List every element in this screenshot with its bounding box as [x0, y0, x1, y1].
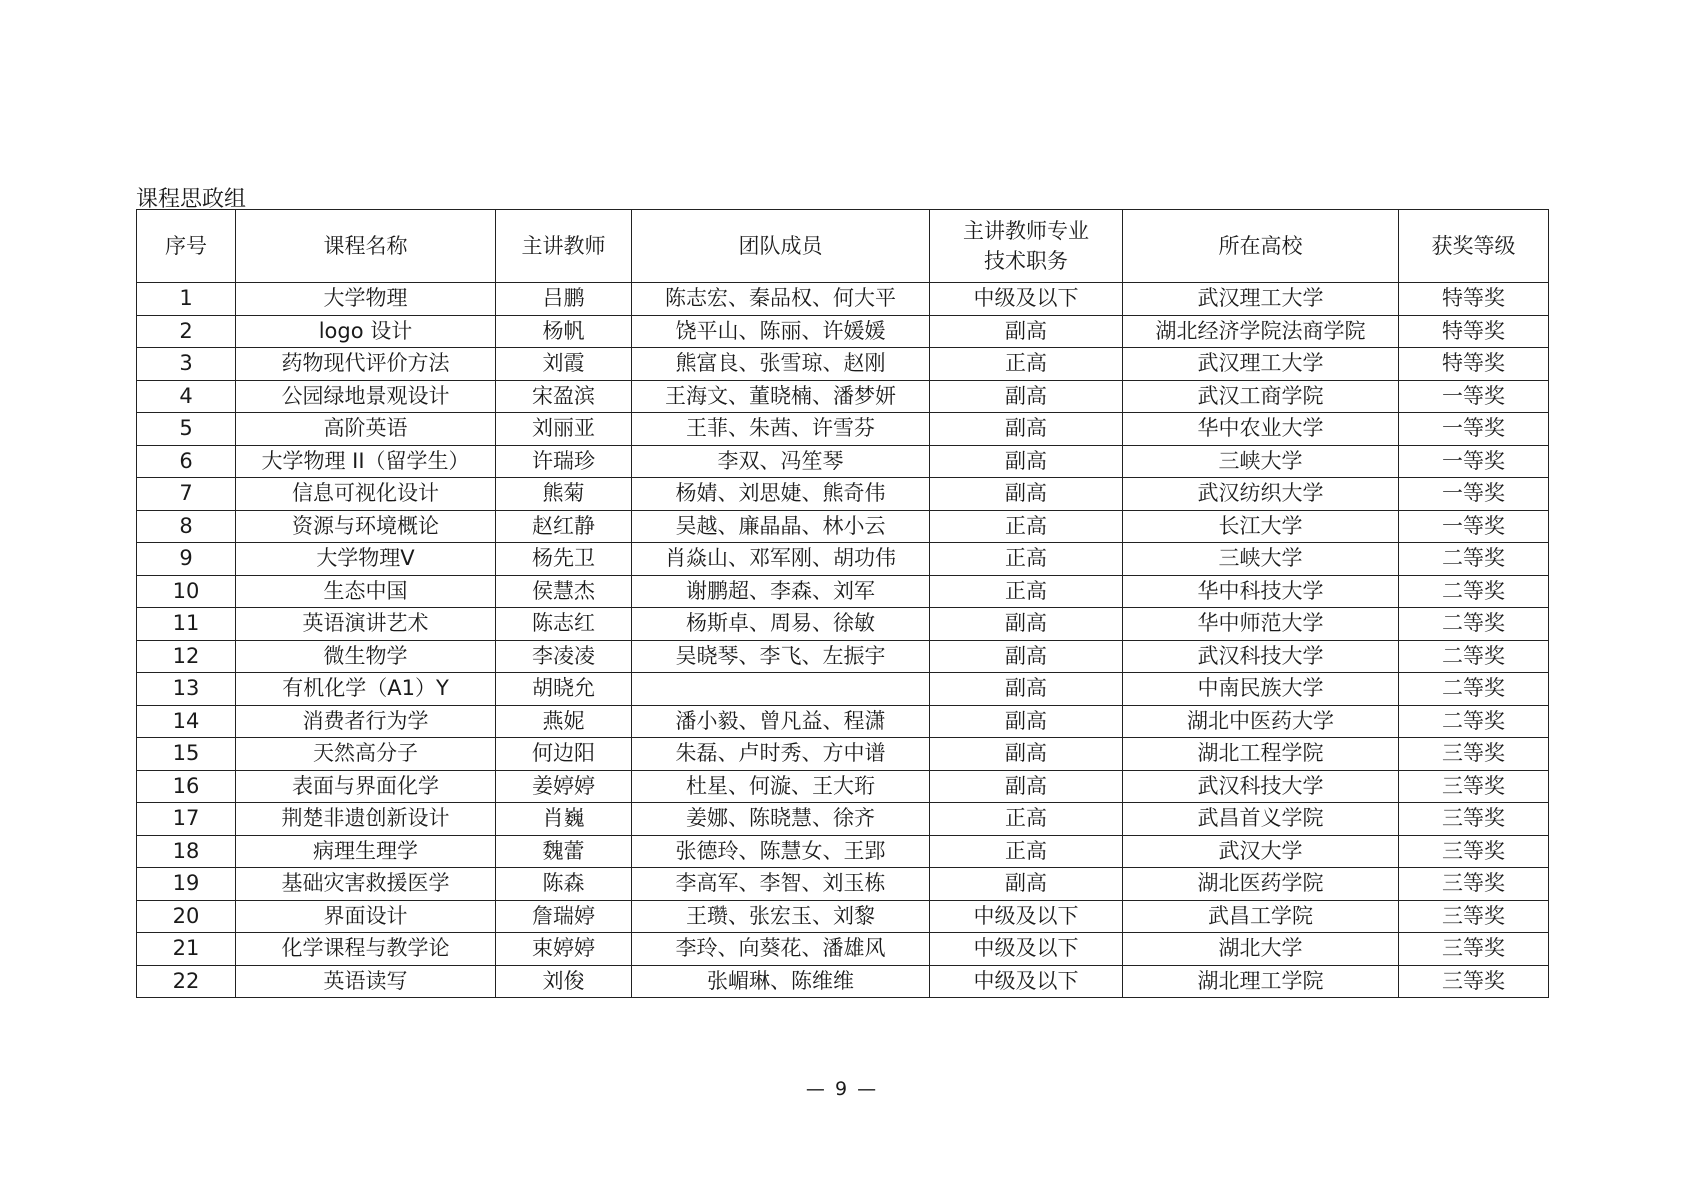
cell-school: 中南民族大学 [1123, 673, 1399, 706]
cell-teacher: 詹瑞婷 [496, 900, 632, 933]
cell-team: 肖焱山、邓军刚、胡功伟 [632, 543, 930, 576]
cell-award: 二等奖 [1399, 640, 1549, 673]
cell-school: 华中科技大学 [1123, 575, 1399, 608]
cell-teacher: 吕鹏 [496, 283, 632, 316]
cell-teacher: 熊菊 [496, 478, 632, 511]
cell-award: 三等奖 [1399, 900, 1549, 933]
cell-no: 10 [137, 575, 236, 608]
cell-teacher: 杨帆 [496, 315, 632, 348]
header-title-line2: 技术职务 [984, 249, 1068, 273]
cell-award: 三等奖 [1399, 965, 1549, 998]
header-no: 序号 [137, 210, 236, 283]
cell-award: 二等奖 [1399, 608, 1549, 641]
table-row [137, 965, 1549, 998]
cell-no: 14 [137, 705, 236, 738]
cell-award: 一等奖 [1399, 413, 1549, 446]
header-course: 课程名称 [236, 210, 496, 283]
cell-team: 杜星、何漩、王大珩 [632, 770, 930, 803]
cell-teacher: 许瑞珍 [496, 445, 632, 478]
cell-course: 天然高分子 [236, 738, 496, 771]
cell-course: 大学物理 II（留学生） [236, 445, 496, 478]
cell-course: 大学物理Ⅴ [236, 543, 496, 576]
cell-no: 11 [137, 608, 236, 641]
cell-award: 三等奖 [1399, 803, 1549, 836]
table-row [137, 413, 1549, 446]
cell-team: 朱磊、卢时秀、方中谱 [632, 738, 930, 771]
cell-course: 生态中国 [236, 575, 496, 608]
cell-team: 张嵋琳、陈维维 [632, 965, 930, 998]
cell-team: 王海文、董晓楠、潘梦妍 [632, 380, 930, 413]
cell-title: 中级及以下 [930, 933, 1123, 966]
header-teacher: 主讲教师 [496, 210, 632, 283]
header-title [930, 210, 1123, 283]
cell-no: 19 [137, 868, 236, 901]
cell-course: 有机化学（A1）Y [236, 673, 496, 706]
cell-award: 特等奖 [1399, 315, 1549, 348]
cell-school: 湖北理工学院 [1123, 965, 1399, 998]
cell-no: 16 [137, 770, 236, 803]
cell-teacher: 胡晓允 [496, 673, 632, 706]
cell-teacher: 宋盈滨 [496, 380, 632, 413]
cell-course: 大学物理 [236, 283, 496, 316]
table-row [137, 770, 1549, 803]
cell-team: 杨斯卓、周易、徐敏 [632, 608, 930, 641]
cell-title: 副高 [930, 770, 1123, 803]
cell-no: 6 [137, 445, 236, 478]
cell-course: logo 设计 [236, 315, 496, 348]
header-title-line1: 主讲教师专业 [963, 219, 1089, 243]
cell-school: 湖北医药学院 [1123, 868, 1399, 901]
cell-title: 正高 [930, 510, 1123, 543]
cell-teacher: 刘霞 [496, 348, 632, 381]
awards-table [136, 209, 1549, 998]
cell-no: 1 [137, 283, 236, 316]
cell-course: 表面与界面化学 [236, 770, 496, 803]
cell-school: 武汉大学 [1123, 835, 1399, 868]
cell-title: 中级及以下 [930, 900, 1123, 933]
cell-title: 副高 [930, 315, 1123, 348]
cell-teacher: 赵红静 [496, 510, 632, 543]
cell-team: 李高军、李智、刘玉栋 [632, 868, 930, 901]
cell-award: 三等奖 [1399, 770, 1549, 803]
header-award: 获奖等级 [1399, 210, 1549, 283]
cell-school: 湖北中医药大学 [1123, 705, 1399, 738]
cell-teacher: 姜婷婷 [496, 770, 632, 803]
cell-course: 药物现代评价方法 [236, 348, 496, 381]
cell-school: 华中师范大学 [1123, 608, 1399, 641]
cell-title: 副高 [930, 738, 1123, 771]
table-row [137, 933, 1549, 966]
cell-no: 13 [137, 673, 236, 706]
table-row [137, 380, 1549, 413]
cell-team: 吴越、廉晶晶、林小云 [632, 510, 930, 543]
table-header [137, 210, 1549, 283]
cell-school: 湖北经济学院法商学院 [1123, 315, 1399, 348]
cell-school: 武汉科技大学 [1123, 640, 1399, 673]
page-number: — 9 — [805, 1078, 879, 1100]
cell-teacher: 刘俊 [496, 965, 632, 998]
cell-teacher: 侯慧杰 [496, 575, 632, 608]
cell-title: 副高 [930, 608, 1123, 641]
cell-award: 三等奖 [1399, 738, 1549, 771]
cell-no: 2 [137, 315, 236, 348]
cell-title: 副高 [930, 445, 1123, 478]
cell-no: 15 [137, 738, 236, 771]
cell-school: 武汉纺织大学 [1123, 478, 1399, 511]
cell-award: 一等奖 [1399, 478, 1549, 511]
cell-award: 二等奖 [1399, 705, 1549, 738]
cell-teacher: 何边阳 [496, 738, 632, 771]
cell-award: 一等奖 [1399, 380, 1549, 413]
cell-no: 4 [137, 380, 236, 413]
table-row [137, 445, 1549, 478]
header-team: 团队成员 [632, 210, 930, 283]
cell-team: 谢鹏超、李森、刘军 [632, 575, 930, 608]
cell-course: 荆楚非遗创新设计 [236, 803, 496, 836]
table-row [137, 283, 1549, 316]
table-row [137, 705, 1549, 738]
cell-no: 7 [137, 478, 236, 511]
cell-title: 中级及以下 [930, 965, 1123, 998]
cell-teacher: 陈志红 [496, 608, 632, 641]
cell-school: 三峡大学 [1123, 543, 1399, 576]
cell-teacher: 束婷婷 [496, 933, 632, 966]
table-row [137, 738, 1549, 771]
cell-title: 副高 [930, 705, 1123, 738]
table-row [137, 868, 1549, 901]
cell-title: 中级及以下 [930, 283, 1123, 316]
cell-title: 正高 [930, 803, 1123, 836]
cell-team: 王瓒、张宏玉、刘黎 [632, 900, 930, 933]
cell-award: 二等奖 [1399, 543, 1549, 576]
cell-school: 武汉工商学院 [1123, 380, 1399, 413]
table-row [137, 640, 1549, 673]
cell-course: 资源与环境概论 [236, 510, 496, 543]
cell-school: 湖北大学 [1123, 933, 1399, 966]
cell-award: 一等奖 [1399, 510, 1549, 543]
cell-award: 三等奖 [1399, 933, 1549, 966]
table-body [137, 283, 1549, 998]
cell-team: 杨婧、刘思婕、熊奇伟 [632, 478, 930, 511]
cell-teacher: 刘丽亚 [496, 413, 632, 446]
table-row [137, 510, 1549, 543]
cell-title: 副高 [930, 868, 1123, 901]
cell-course: 英语演讲艺术 [236, 608, 496, 641]
cell-no: 21 [137, 933, 236, 966]
table-row [137, 900, 1549, 933]
cell-no: 12 [137, 640, 236, 673]
cell-title: 正高 [930, 835, 1123, 868]
cell-title: 副高 [930, 413, 1123, 446]
table-row [137, 673, 1549, 706]
cell-no: 22 [137, 965, 236, 998]
cell-teacher: 肖巍 [496, 803, 632, 836]
cell-title: 正高 [930, 575, 1123, 608]
table-row [137, 835, 1549, 868]
cell-school: 三峡大学 [1123, 445, 1399, 478]
cell-course: 界面设计 [236, 900, 496, 933]
cell-no: 3 [137, 348, 236, 381]
cell-team: 吴晓琴、李飞、左振宇 [632, 640, 930, 673]
table-row [137, 315, 1549, 348]
cell-school: 武汉科技大学 [1123, 770, 1399, 803]
cell-award: 二等奖 [1399, 575, 1549, 608]
cell-course: 高阶英语 [236, 413, 496, 446]
table-row [137, 803, 1549, 836]
cell-course: 公园绿地景观设计 [236, 380, 496, 413]
section-title: 课程思政组 [136, 187, 247, 212]
cell-school: 武昌工学院 [1123, 900, 1399, 933]
cell-school: 华中农业大学 [1123, 413, 1399, 446]
cell-no: 17 [137, 803, 236, 836]
cell-team: 李双、冯笙琴 [632, 445, 930, 478]
cell-title: 正高 [930, 348, 1123, 381]
table-row [137, 575, 1549, 608]
cell-course: 信息可视化设计 [236, 478, 496, 511]
cell-teacher: 魏蕾 [496, 835, 632, 868]
cell-course: 消费者行为学 [236, 705, 496, 738]
cell-award: 一等奖 [1399, 445, 1549, 478]
cell-title: 正高 [930, 543, 1123, 576]
cell-no: 9 [137, 543, 236, 576]
cell-teacher: 李凌凌 [496, 640, 632, 673]
table-row [137, 348, 1549, 381]
cell-team: 王菲、朱茜、许雪芬 [632, 413, 930, 446]
cell-no: 8 [137, 510, 236, 543]
cell-no: 5 [137, 413, 236, 446]
cell-award: 三等奖 [1399, 835, 1549, 868]
cell-team: 饶平山、陈丽、许媛媛 [632, 315, 930, 348]
cell-no: 18 [137, 835, 236, 868]
cell-school: 武昌首义学院 [1123, 803, 1399, 836]
cell-title: 副高 [930, 640, 1123, 673]
table-row [137, 478, 1549, 511]
cell-teacher: 杨先卫 [496, 543, 632, 576]
cell-team: 熊富良、张雪琼、赵刚 [632, 348, 930, 381]
cell-team [632, 673, 930, 706]
cell-title: 副高 [930, 673, 1123, 706]
header-row [137, 210, 1549, 283]
cell-course: 病理生理学 [236, 835, 496, 868]
cell-school: 湖北工程学院 [1123, 738, 1399, 771]
cell-title: 副高 [930, 380, 1123, 413]
cell-no: 20 [137, 900, 236, 933]
cell-course: 英语读写 [236, 965, 496, 998]
cell-team: 李玲、向葵花、潘雄风 [632, 933, 930, 966]
cell-teacher: 燕妮 [496, 705, 632, 738]
cell-team: 姜娜、陈晓慧、徐齐 [632, 803, 930, 836]
cell-title: 副高 [930, 478, 1123, 511]
cell-school: 长江大学 [1123, 510, 1399, 543]
cell-course: 微生物学 [236, 640, 496, 673]
cell-teacher: 陈森 [496, 868, 632, 901]
table-row [137, 608, 1549, 641]
cell-award: 特等奖 [1399, 283, 1549, 316]
cell-team: 陈志宏、秦品权、何大平 [632, 283, 930, 316]
cell-course: 基础灾害救援医学 [236, 868, 496, 901]
cell-award: 三等奖 [1399, 868, 1549, 901]
cell-school: 武汉理工大学 [1123, 348, 1399, 381]
cell-team: 潘小毅、曾凡益、程潇 [632, 705, 930, 738]
cell-team: 张德玲、陈慧女、王郢 [632, 835, 930, 868]
cell-award: 特等奖 [1399, 348, 1549, 381]
cell-school: 武汉理工大学 [1123, 283, 1399, 316]
table-row [137, 543, 1549, 576]
cell-award: 二等奖 [1399, 673, 1549, 706]
cell-course: 化学课程与教学论 [236, 933, 496, 966]
header-school: 所在高校 [1123, 210, 1399, 283]
